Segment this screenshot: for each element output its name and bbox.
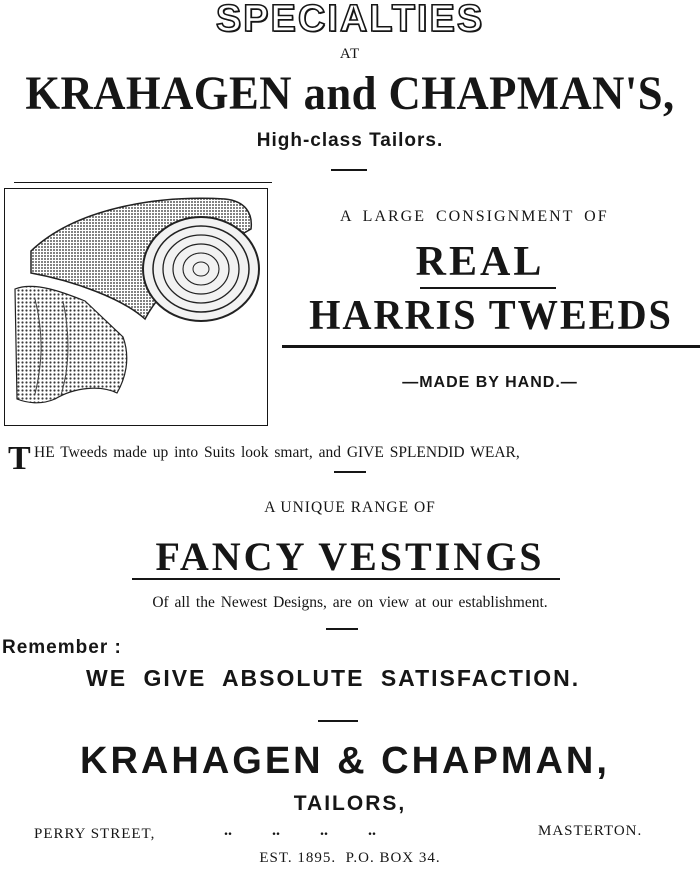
footer-tailors: TAILORS,	[293, 792, 407, 815]
footer-street: PERRY STREET,	[34, 826, 156, 842]
firm-heading: KRAHAGEN and CHAPMAN'S,	[25, 67, 675, 120]
made-by-hand: —MADE BY HAND.—	[402, 374, 578, 391]
vestings-underline	[132, 578, 560, 580]
harris-tweeds-heading: HARRIS TWEEDS	[309, 293, 673, 339]
consignment-line: A LARGE CONSIGNMENT OF	[340, 208, 609, 225]
body-divider-2	[326, 628, 358, 630]
tweed-roll-illustration	[5, 189, 267, 425]
footer-est: EST. 1895. P.O. BOX 34.	[259, 850, 441, 866]
footer-town: MASTERTON.	[538, 823, 643, 839]
drop-cap: T	[8, 440, 31, 477]
remember-label: Remember :	[2, 637, 122, 658]
at-label: AT	[339, 46, 361, 62]
satisfaction-line: WE GIVE ABSOLUTE SATISFACTION.	[86, 665, 581, 691]
footer-dots: .. .. .. ..	[224, 822, 376, 839]
tweed-image-frame	[4, 188, 268, 426]
roll-end-spiral	[143, 217, 259, 321]
footer-divider	[318, 720, 358, 722]
fancy-vestings-heading: FANCY VESTINGS	[155, 534, 545, 579]
designs-line: Of all the Newest Designs, are on view at our establishment.	[152, 594, 548, 611]
image-top-rule	[14, 182, 272, 183]
unique-range-line: A UNIQUE RANGE OF	[264, 499, 436, 516]
subtitle: High-class Tailors.	[256, 130, 444, 151]
harris-underline	[282, 345, 700, 348]
footer-firm-heading: KRAHAGEN & CHAPMAN,	[80, 740, 610, 782]
body-divider-1	[334, 471, 366, 473]
header-divider	[331, 169, 367, 171]
real-heading: REAL	[415, 239, 545, 285]
real-underline	[420, 287, 556, 289]
specialties-heading: SPECIALTIES	[215, 0, 485, 40]
tweeds-suits-line: HE Tweeds made up into Suits look smart, and GIVE SPLENDID WEAR,	[34, 444, 520, 461]
